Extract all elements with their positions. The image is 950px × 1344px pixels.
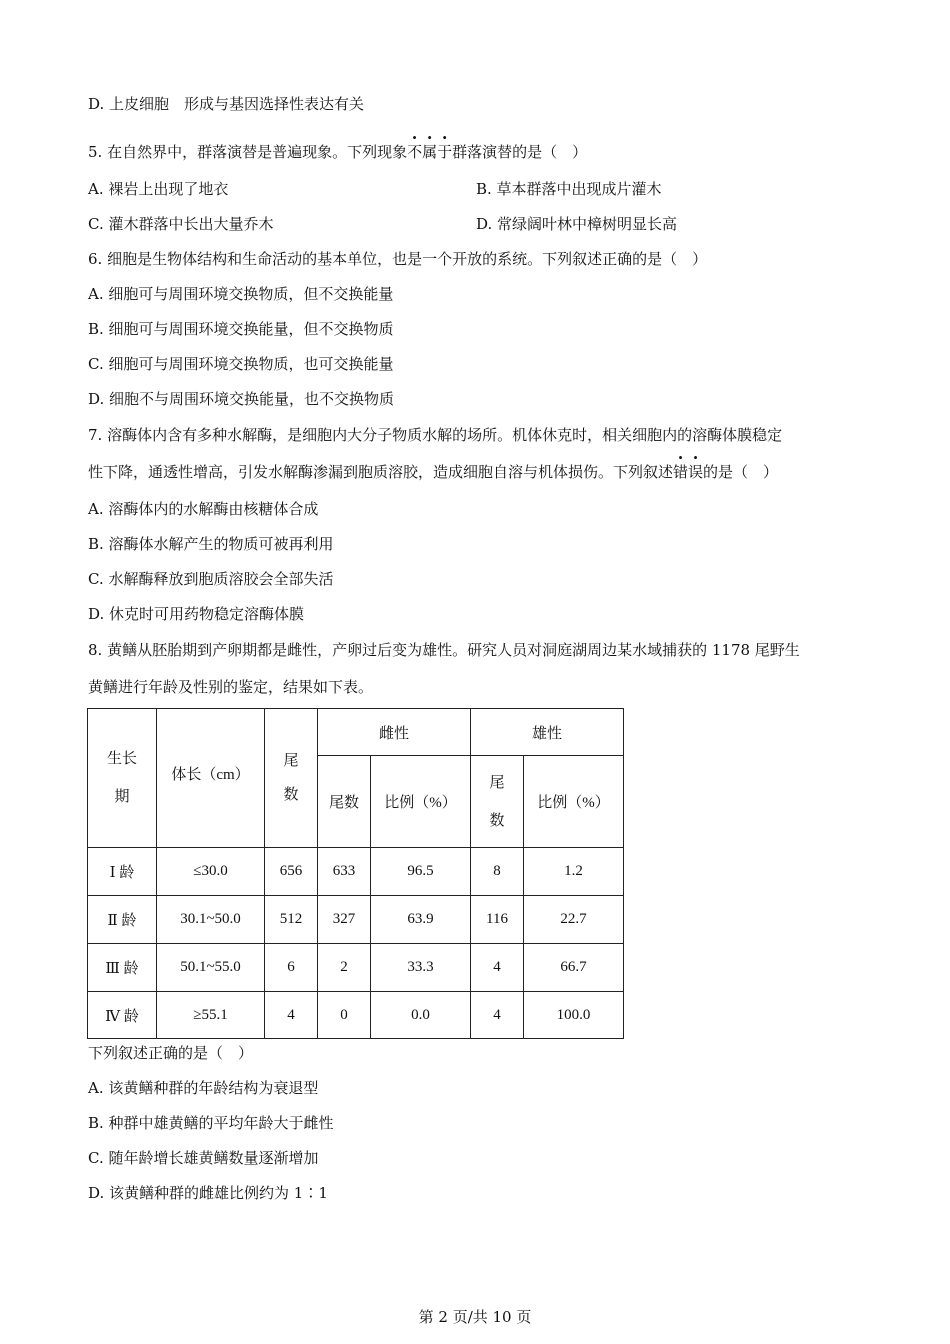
header-length: 体长（cm） bbox=[157, 709, 265, 848]
table-cell: 6 bbox=[265, 944, 318, 992]
emphasis-dot: 错 bbox=[673, 463, 689, 481]
table-cell: Ⅰ 龄 bbox=[88, 848, 157, 896]
q8-option-c: C. 随年龄增长雄黄鳝数量逐渐增加 bbox=[88, 1149, 319, 1167]
q5-option-d: D. 常绿阔叶林中樟树明显长高 bbox=[476, 215, 678, 233]
table-cell: 96.5 bbox=[371, 848, 471, 896]
table-row bbox=[88, 992, 624, 1039]
q5-stem: 5. 在自然界中，群落演替是普遍现象。下列现象不属于群落演替的是（ ） bbox=[88, 143, 588, 161]
q5-option-c: C. 灌木群落中长出大量乔木 bbox=[88, 215, 274, 233]
header-female-count: 尾数 bbox=[318, 756, 371, 848]
table-cell: 327 bbox=[318, 896, 371, 944]
eel-age-sex-table bbox=[87, 708, 624, 1039]
table-row bbox=[88, 896, 624, 944]
q8-question: 下列叙述正确的是（ ） bbox=[88, 1044, 254, 1062]
table-cell: 66.7 bbox=[524, 944, 624, 992]
header-female-ratio: 比例（%） bbox=[371, 756, 471, 848]
emphasis-dot: 于 bbox=[437, 143, 453, 161]
q6-option-c: C. 细胞可与周围环境交换物质，也可交换能量 bbox=[88, 355, 394, 373]
table-cell: 4 bbox=[265, 992, 318, 1039]
table-row bbox=[88, 848, 624, 896]
table-cell: 1.2 bbox=[524, 848, 624, 896]
table-cell: 633 bbox=[318, 848, 371, 896]
table-cell: ≤30.0 bbox=[157, 848, 265, 896]
table-cell: Ⅱ 龄 bbox=[88, 896, 157, 944]
table-row bbox=[88, 944, 624, 992]
q6-stem: 6. 细胞是生物体结构和生命活动的基本单位，也是一个开放的系统。下列叙述正确的是（ ） bbox=[88, 250, 708, 268]
q8-stem-line1: 8. 黄鳝从胚胎期到产卵期都是雌性，产卵过后变为雄性。研究人员对洞庭湖周边某水域捕获的 1178 尾野生 bbox=[88, 641, 800, 659]
table-cell: 2 bbox=[318, 944, 371, 992]
q6-option-d: D. 细胞不与周围环境交换能量，也不交换物质 bbox=[88, 390, 395, 408]
table-cell: 100.0 bbox=[524, 992, 624, 1039]
q4-option-d: D. 上皮细胞 形成与基因选择性表达有关 bbox=[88, 95, 365, 113]
q8-stem-line2: 黄鳝进行年龄及性别的鉴定，结果如下表。 bbox=[88, 678, 374, 696]
q8-option-a: A. 该黄鳝种群的年龄结构为衰退型 bbox=[88, 1079, 319, 1097]
header-male-ratio: 比例（%） bbox=[524, 756, 624, 848]
header-male: 雄性 bbox=[471, 709, 624, 756]
q7-stem-line1: 7. 溶酶体内含有多种水解酶，是细胞内大分子物质水解的场所。机体休克时，相关细胞内的溶酶体膜稳定 bbox=[88, 426, 783, 444]
table-cell: 4 bbox=[471, 944, 524, 992]
header-stage: 生长 期 bbox=[88, 709, 157, 848]
header-count: 尾 数 bbox=[265, 709, 318, 848]
emphasis-dot: 误 bbox=[688, 463, 704, 481]
header-female: 雌性 bbox=[318, 709, 471, 756]
table-cell: 512 bbox=[265, 896, 318, 944]
q6-option-a: A. 细胞可与周围环境交换物质，但不交换能量 bbox=[88, 285, 394, 303]
table-cell: 4 bbox=[471, 992, 524, 1039]
header-male-count: 尾 数 bbox=[471, 756, 524, 848]
q8-option-b: B. 种群中雄黄鳝的平均年龄大于雌性 bbox=[88, 1114, 334, 1132]
emphasis-dot: 属 bbox=[422, 143, 438, 161]
table-cell: ≥55.1 bbox=[157, 992, 265, 1039]
q6-option-b: B. 细胞可与周围环境交换能量，但不交换物质 bbox=[88, 320, 394, 338]
table-cell: 33.3 bbox=[371, 944, 471, 992]
table-cell: 116 bbox=[471, 896, 524, 944]
table-cell: 8 bbox=[471, 848, 524, 896]
q7-option-d: D. 休克时可用药物稳定溶酶体膜 bbox=[88, 605, 305, 623]
q7-option-b: B. 溶酶体水解产生的物质可被再利用 bbox=[88, 535, 334, 553]
table-cell: 63.9 bbox=[371, 896, 471, 944]
table-cell: 50.1~55.0 bbox=[157, 944, 265, 992]
emphasis-dot: 不 bbox=[407, 143, 423, 161]
table-cell: 22.7 bbox=[524, 896, 624, 944]
table-cell: 0.0 bbox=[371, 992, 471, 1039]
q7-stem-line2: 性下降，通透性增高，引发水解酶渗漏到胞质溶胶，造成细胞自溶与机体损伤。下列叙述错误的是（ ） bbox=[88, 463, 779, 481]
q8-option-d: D. 该黄鳝种群的雌雄比例约为 1∶1 bbox=[88, 1184, 328, 1202]
q7-option-c: C. 水解酶释放到胞质溶胶会全部失活 bbox=[88, 570, 334, 588]
table-cell: 0 bbox=[318, 992, 371, 1039]
q7-option-a: A. 溶酶体内的水解酶由核糖体合成 bbox=[88, 500, 319, 518]
page-number: 第 2 页/共 10 页 bbox=[418, 1308, 532, 1326]
table-cell: 656 bbox=[265, 848, 318, 896]
q5-option-b: B. 草本群落中出现成片灌木 bbox=[476, 180, 662, 198]
table-cell: 30.1~50.0 bbox=[157, 896, 265, 944]
table-cell: Ⅳ 龄 bbox=[88, 992, 157, 1039]
table-cell: Ⅲ 龄 bbox=[88, 944, 157, 992]
q5-option-a: A. 裸岩上出现了地衣 bbox=[88, 180, 229, 198]
